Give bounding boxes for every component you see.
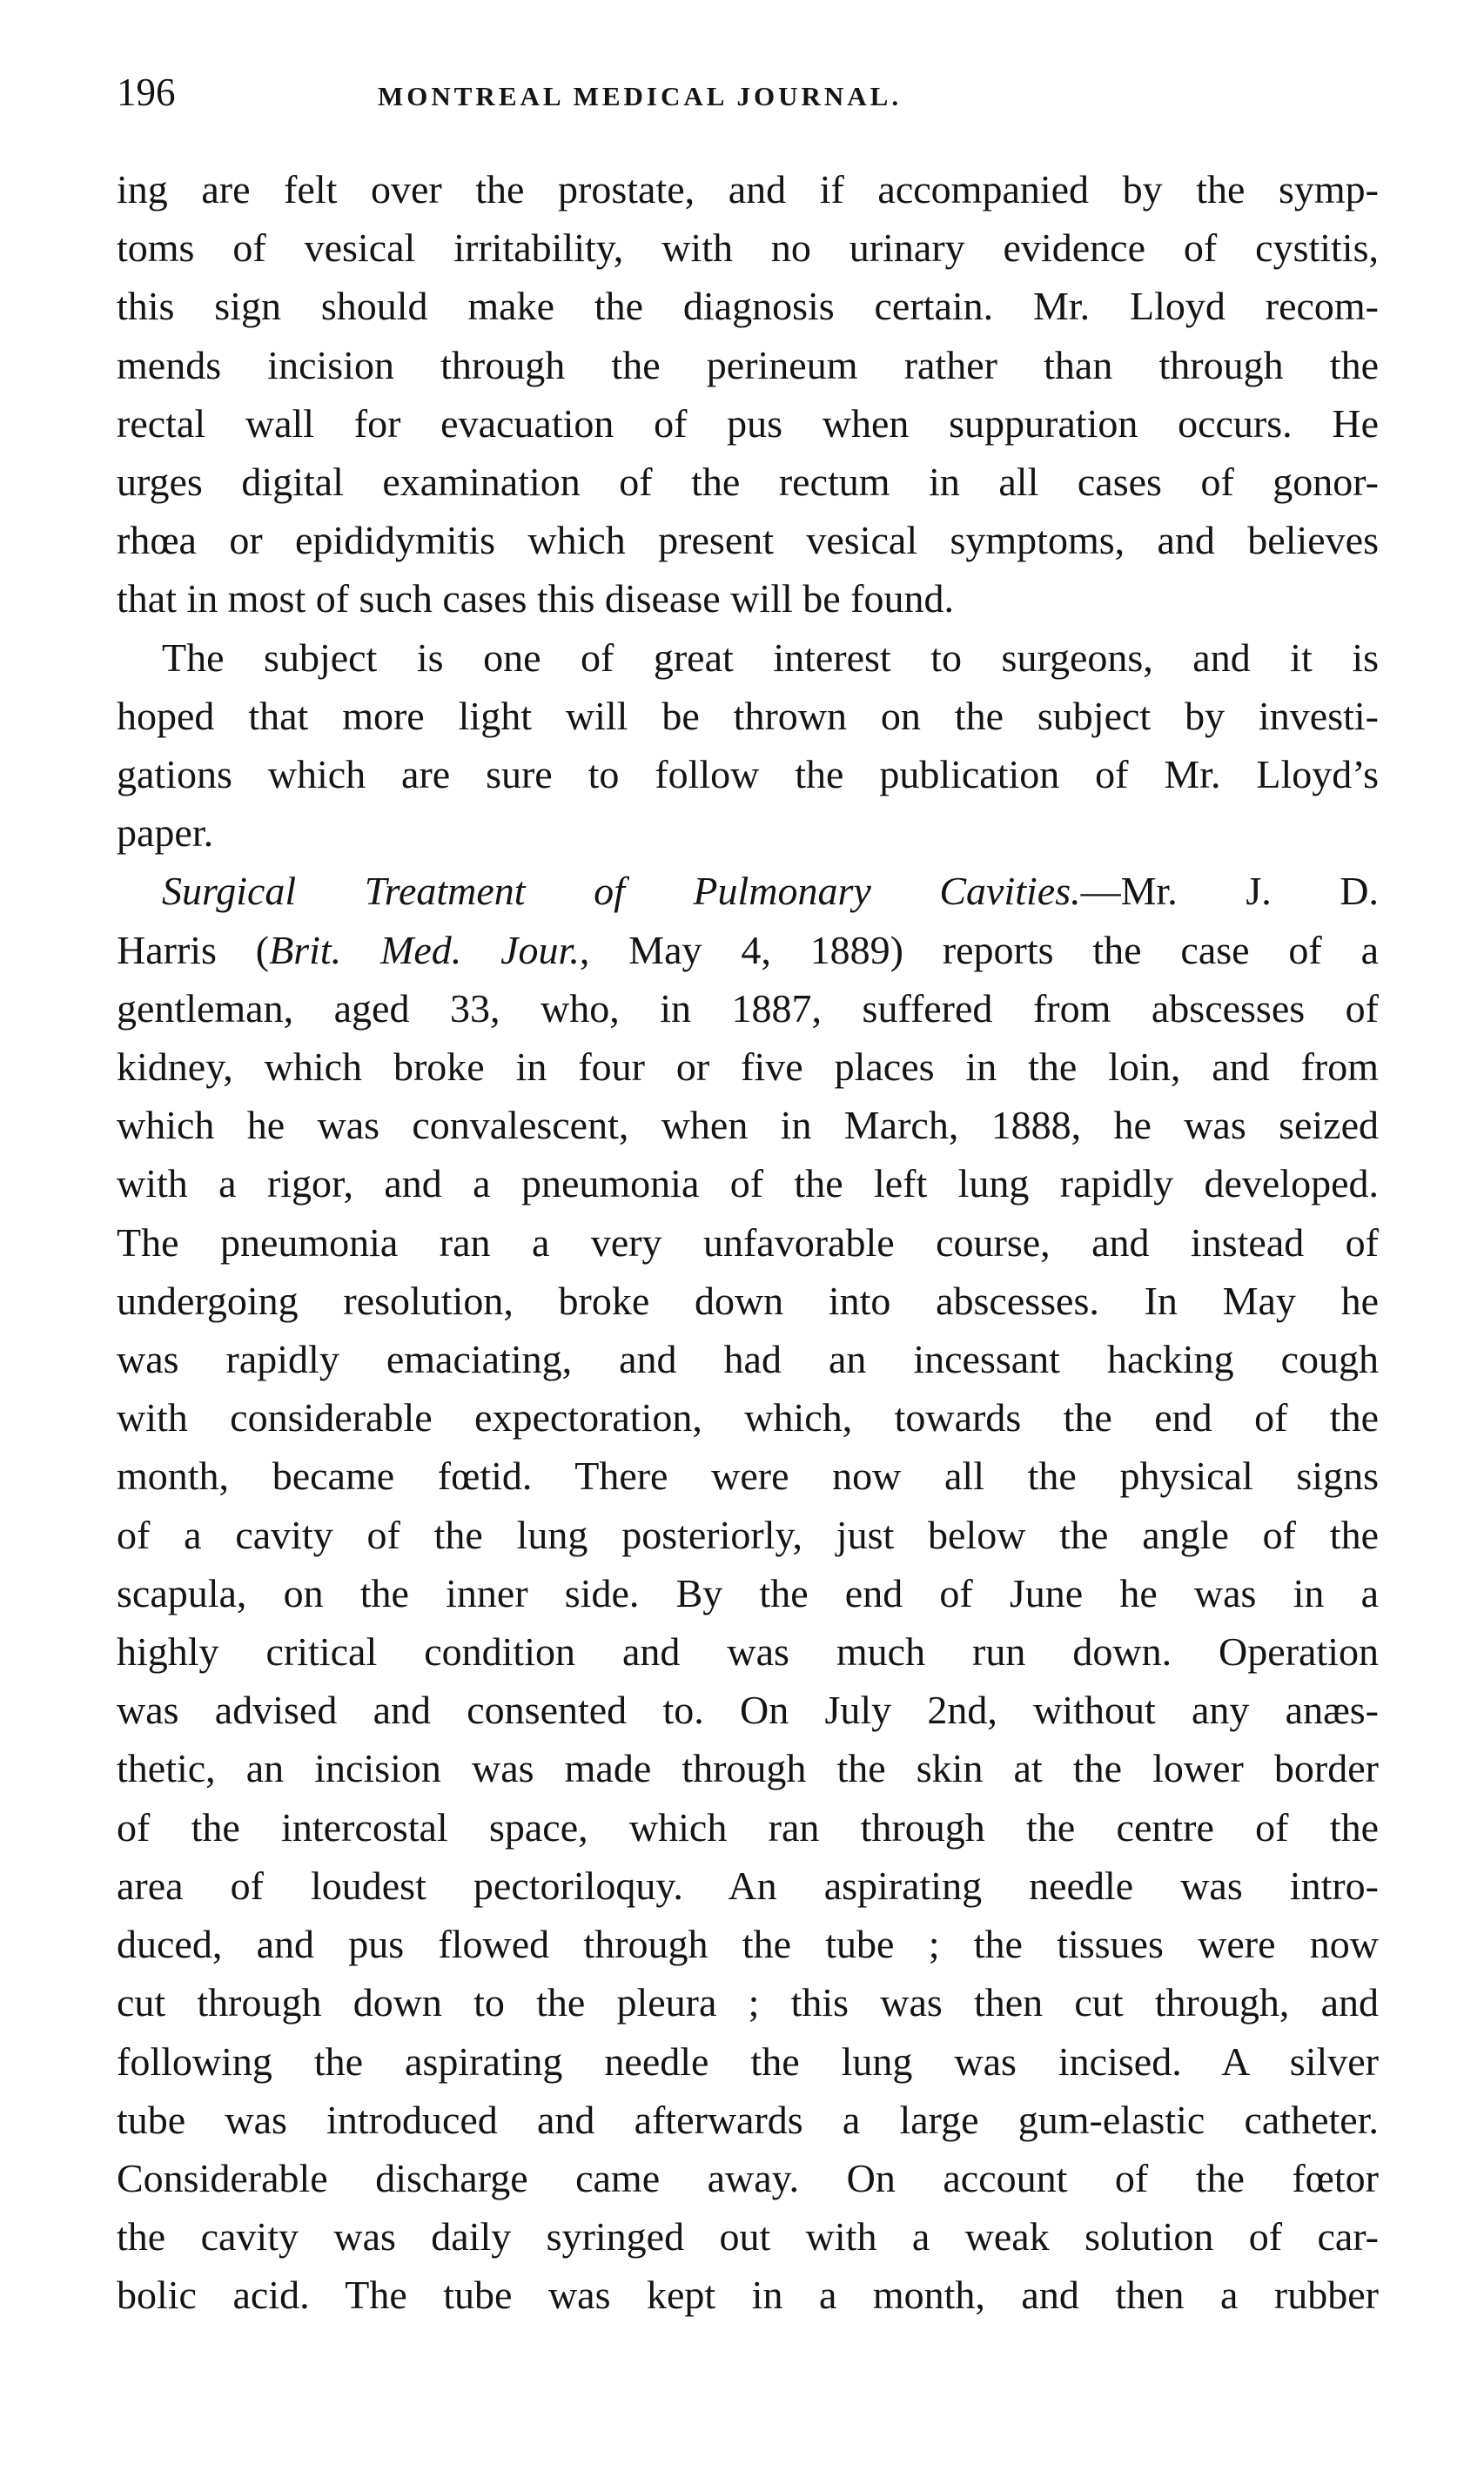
article-body xyxy=(117,160,1379,2325)
text-line: kidney, which broke in four or five places in the loin, and from xyxy=(117,1044,1379,1090)
text-line: of a cavity of the lung posteriorly, just below the angle of the xyxy=(117,1512,1379,1557)
text-line: undergoing resolution, broke down into abscesses. In May he xyxy=(117,1278,1379,1323)
journal-page xyxy=(117,70,1379,2325)
section-title: Surgical Treatment of Pulmonary Cavities. xyxy=(162,869,1081,914)
page-number: 196 xyxy=(117,71,176,114)
text-line: urges digital examination of the rectum in all cases of gonor- xyxy=(117,460,1379,505)
running-head xyxy=(117,70,1379,122)
text-line xyxy=(117,862,1379,920)
text-line: of the intercostal space, which ran through the centre of the xyxy=(117,1804,1379,1850)
text-line: gations which are sure to follow the publication of Mr. Lloyd’s xyxy=(117,752,1379,797)
paragraph-subject-interest xyxy=(117,628,1379,863)
text-line: month, became fœtid. There were now all the physical signs xyxy=(117,1454,1379,1499)
text-line: that in most of such cases this disease will be found. xyxy=(117,576,955,621)
text-line: scapula, on the inner side. By the end of June he was in a xyxy=(117,1570,1379,1615)
text-line: was advised and consented to. On July 2nd, without any anæs- xyxy=(117,1688,1379,1733)
text-line: mends incision through the perineum rather than through the xyxy=(117,342,1379,387)
text-line: thetic, an incision was made through the skin at the lower border xyxy=(117,1746,1379,1791)
text-line: The subject is one of great interest to surgeons, and it is xyxy=(162,635,1379,680)
text-line: toms of vesical irritability, with no urinary evidence of cystitis, xyxy=(117,225,1379,271)
text-line: rhœa or epididymitis which present vesical symptoms, and believes xyxy=(117,518,1379,563)
paragraph-pulmonary-cavities xyxy=(117,862,1379,2324)
text-line: hoped that more light will be thrown on the subject by investi- xyxy=(117,693,1379,738)
text-line: duced, and pus flowed through the tube ; the tissues were now xyxy=(117,1922,1379,1967)
journal-title: MONTREAL MEDICAL JOURNAL. xyxy=(378,81,903,111)
text-line: bolic acid. The tube was kept in a month, and then a rubber xyxy=(117,2273,1379,2318)
journal-citation: Brit. Med. Jour. xyxy=(269,927,580,972)
text-line: cut through down to the pleura ; this was then cut through, and xyxy=(117,1980,1379,2025)
text-line: rectal wall for evacuation of pus when suppuration occurs. He xyxy=(117,400,1379,446)
text-line xyxy=(117,921,1379,979)
text-line: The pneumonia ran a very unfavorable course, and instead of xyxy=(117,1219,1379,1265)
text-line: with a rigor, and a pneumonia of the left lung rapidly developed. xyxy=(117,1161,1379,1206)
text-line: Considerable discharge came away. On account of the fœtor xyxy=(117,2155,1379,2200)
paragraph-prostate-diagnosis xyxy=(117,160,1379,628)
text-line: was rapidly emaciating, and had an incessant hacking cough xyxy=(117,1337,1379,1382)
citation-open: Harris ( xyxy=(117,927,270,972)
text-line: tube was introduced and afterwards a large gum-elastic catheter. xyxy=(117,2097,1379,2142)
text-line: area of loudest pectoriloquy. An aspirating needle was intro- xyxy=(117,1863,1379,1908)
text-line: paper. xyxy=(117,810,214,856)
text-line: the cavity was daily syringed out with a weak solution of car- xyxy=(117,2214,1379,2260)
text-line: which he was convalescent, when in March, 1888, he was seized xyxy=(117,1103,1379,1148)
author-name: —Mr. J. D. xyxy=(1080,869,1379,914)
text-line: ing are felt over the prostate, and if accompanied by the symp- xyxy=(117,167,1379,212)
text-line: this sign should make the diagnosis certain. Mr. Lloyd recom- xyxy=(117,284,1379,329)
text-line: with considerable expectoration, which, towards the end of the xyxy=(117,1395,1379,1440)
text-line: following the aspirating needle the lung was incised. A silver xyxy=(117,2038,1379,2084)
text-line: gentleman, aged 33, who, in 1887, suffered from abscesses of xyxy=(117,985,1379,1031)
citation-rest: , May 4, 1889) reports the case of a xyxy=(579,927,1380,972)
text-line: highly critical condition and was much run down. Operation xyxy=(117,1629,1379,1675)
